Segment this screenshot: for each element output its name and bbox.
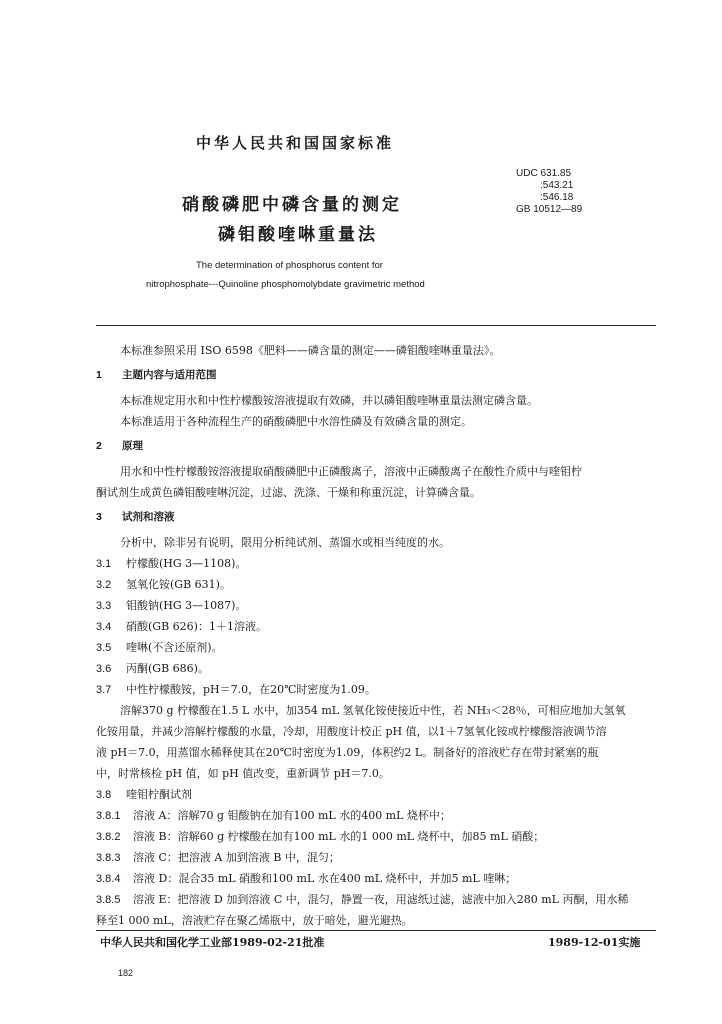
implementation-date: 1989-12-01实施 xyxy=(548,936,641,949)
intro-paragraph: 本标准参照采用 ISO 6598《肥料——磷含量的测定——磷钼酸喹啉重量法》。 xyxy=(120,344,501,357)
document-body xyxy=(96,340,661,931)
section-3-heading xyxy=(96,507,661,528)
section-title: 原理 xyxy=(122,440,143,452)
standard-header-title: 中华人民共和国国家标准 xyxy=(196,134,395,152)
udc-code-sub1: :543.21 xyxy=(540,180,574,191)
item-text: 溶液 C：把溶液 A 加到溶液 B 中，混匀； xyxy=(133,851,340,864)
gb-number: GB 10512—89 xyxy=(516,204,583,215)
item-number: 3.3 xyxy=(96,600,112,612)
sub-item xyxy=(96,805,661,826)
item-number: 3.1 xyxy=(96,558,112,570)
sub-item xyxy=(96,868,661,889)
section-title: 主题内容与适用范围 xyxy=(122,369,217,381)
list-item xyxy=(96,784,661,805)
item-number: 3.8 xyxy=(96,789,112,801)
item-number: 3.5 xyxy=(96,642,112,654)
list-item xyxy=(96,616,661,637)
item-number: 3.8.1 xyxy=(96,810,121,822)
item-number: 3.8.3 xyxy=(96,852,121,864)
item-text: 硝酸(GB 626)：1＋1溶液。 xyxy=(126,620,267,633)
item-text: 氢氧化铵(GB 631)。 xyxy=(126,578,231,591)
paragraph: 分析中，除非另有说明，限用分析纯试剂、蒸馏水或相当纯度的水。 xyxy=(120,536,450,549)
item-number: 3.8.5 xyxy=(96,894,121,906)
item-number: 3.8.2 xyxy=(96,831,121,843)
bottom-divider xyxy=(96,930,656,931)
approval-line: 中华人民共和国化学工业部1989-02-21批准 xyxy=(100,936,325,949)
item-text: 溶液 B：溶解60 g 柠檬酸在加有100 mL 水的1 000 mL 烧杯中，加85 mL 硝酸； xyxy=(133,830,545,843)
section-number: 3 xyxy=(96,511,102,523)
paragraph-continued: 酮试剂生成黄色磷钼酸喹啉沉淀，过滤、洗涤、干燥和称重沉淀，计算磷含量。 xyxy=(96,486,481,499)
item-number: 3.8.4 xyxy=(96,873,121,885)
doc-title-line2: 磷钼酸喹啉重量法 xyxy=(218,225,378,245)
item-number: 3.7 xyxy=(96,684,112,696)
list-item xyxy=(96,553,661,574)
item-text: 喹啉(不含还原剂)。 xyxy=(126,641,223,654)
item-number: 3.2 xyxy=(96,579,112,591)
english-title-line2: nitrophosphate---Quinoline phosphomolybdate gravimetric method xyxy=(146,279,425,290)
list-item xyxy=(96,637,661,658)
paragraph-continued: 释至1 000 mL，溶液贮存在聚乙烯瓶中，放于暗处，避光避热。 xyxy=(96,914,413,927)
top-divider xyxy=(96,325,656,326)
sub-item xyxy=(96,889,661,910)
section-title: 试剂和溶液 xyxy=(122,511,175,523)
english-title-line1: The determination of phosphorus content for xyxy=(196,260,383,271)
list-item xyxy=(96,658,661,679)
doc-title-line1: 硝酸磷肥中磷含量的测定 xyxy=(182,195,402,215)
item-text: 钼酸钠(HG 3—1087)。 xyxy=(126,599,247,612)
paragraph: 溶解370 g 柠檬酸在1.5 L 水中，加354 mL 氢氧化铵使接近中性，若 NH₃＜28％，可相应地加大氢氧 xyxy=(120,704,626,717)
section-2-heading xyxy=(96,436,661,457)
item-text: 喹钼柠酮试剂 xyxy=(126,788,192,801)
paragraph: 本标准规定用水和中性柠檬酸铵溶液提取有效磷，并以磷钼酸喹啉重量法测定磷含量。 xyxy=(120,394,538,407)
section-number: 2 xyxy=(96,440,102,452)
paragraph: 本标准适用于各种流程生产的硝酸磷肥中水溶性磷及有效磷含量的测定。 xyxy=(120,415,472,428)
paragraph-continued: 中，时常核检 pH 值，如 pH 值改变，重新调节 pH＝7.0。 xyxy=(96,767,390,780)
udc-block xyxy=(516,168,582,216)
list-item xyxy=(96,679,661,700)
item-text: 溶液 A：溶解70 g 钼酸钠在加有100 mL 水的400 mL 烧杯中； xyxy=(133,809,451,822)
page-number: 182 xyxy=(118,968,134,978)
sub-item xyxy=(96,826,661,847)
list-item xyxy=(96,574,661,595)
list-item xyxy=(96,595,661,616)
section-number: 1 xyxy=(96,369,102,381)
item-text: 丙酮(GB 686)。 xyxy=(126,662,209,675)
udc-code: UDC 631.85 xyxy=(516,168,572,179)
sub-item xyxy=(96,847,661,868)
item-number: 3.4 xyxy=(96,621,112,633)
item-text: 溶液 E：把溶液 D 加到溶液 C 中，混匀，静置一夜，用滤纸过滤，滤液中加入280 mL 丙酮，用水稀 xyxy=(133,893,629,906)
udc-code-sub2: :546.18 xyxy=(540,192,574,203)
paragraph-continued: 液 pH＝7.0，用蒸馏水稀释使其在20℃时密度为1.09，体积约2 L。制备好的溶液贮存在带封紧塞的瓶 xyxy=(96,746,599,759)
paragraph: 用水和中性柠檬酸铵溶液提取硝酸磷肥中正磷酸离子，溶液中正磷酸离子在酸性介质中与喹钼柠 xyxy=(120,465,582,478)
item-text: 柠檬酸(HG 3—1108)。 xyxy=(126,557,247,570)
item-text: 溶液 D：混合35 mL 硝酸和100 mL 水在400 mL 烧杯中，并加5 mL 喹啉； xyxy=(133,872,517,885)
section-1-heading xyxy=(96,365,661,386)
item-number: 3.6 xyxy=(96,663,112,675)
paragraph-continued: 化铵用量，并减少溶解柠檬酸的水量，冷却，用酸度计校正 pH 值，以1＋7氢氧化铵或柠檬酸溶液调节溶 xyxy=(96,725,607,738)
item-text: 中性柠檬酸铵，pH＝7.0，在20℃时密度为1.09。 xyxy=(126,683,376,696)
